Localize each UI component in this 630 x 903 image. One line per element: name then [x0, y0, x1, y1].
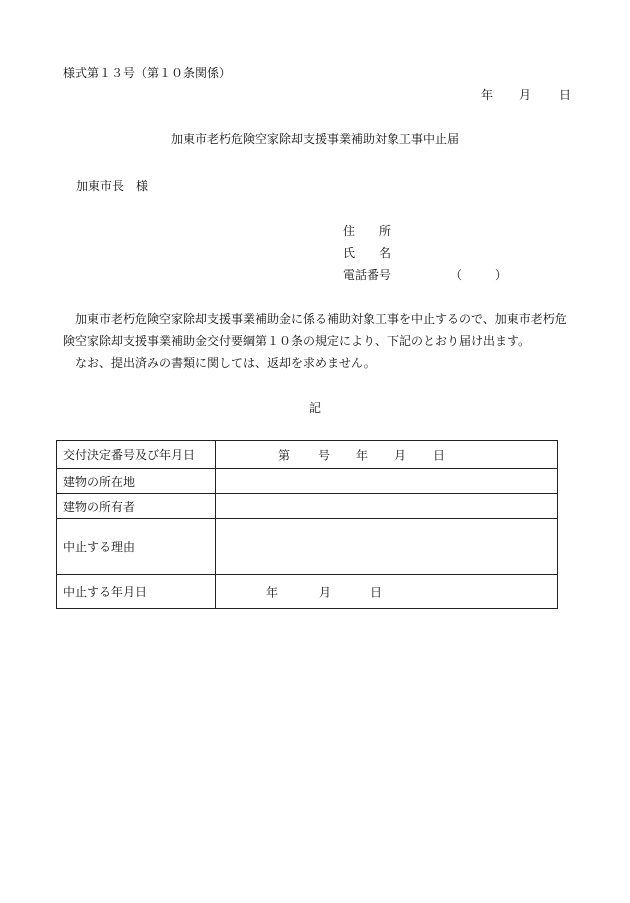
- date-year-label: 年: [481, 88, 494, 102]
- decision-day-label: 日: [433, 448, 446, 462]
- address-label: 住 所: [343, 224, 392, 238]
- addressee: 加東市長 様: [76, 179, 149, 193]
- building-location-cell[interactable]: [216, 469, 558, 494]
- applicant-phone-row: [343, 266, 453, 283]
- dai-label: 第: [278, 448, 291, 462]
- table-row: [57, 441, 558, 469]
- cancel-year-label: 年: [266, 585, 279, 599]
- cancel-month-label: 月: [319, 585, 332, 599]
- decision-number-cell[interactable]: [216, 441, 558, 469]
- go-label: 号: [318, 448, 331, 462]
- reason-label: 中止する理由: [57, 519, 216, 575]
- decision-month-label: 月: [394, 448, 407, 462]
- document-title: 加東市老朽危険空家除却支援事業補助対象工事中止届: [170, 132, 459, 146]
- cancel-day-label: 日: [370, 585, 383, 599]
- building-owner-label: 建物の所有者: [57, 494, 216, 519]
- body-text: [63, 308, 573, 374]
- phone-paren-open: （: [450, 268, 463, 282]
- table-row: [57, 494, 558, 519]
- table-row: [57, 469, 558, 494]
- applicant-name-row: [343, 244, 453, 261]
- ki-heading: 記: [308, 401, 321, 415]
- decision-year-label: 年: [356, 448, 369, 462]
- applicant-address-row: [343, 222, 453, 239]
- body-paragraph-2: なお、提出済みの書類に関しては、返却を求めません。: [75, 356, 376, 370]
- cancel-date-cell[interactable]: [216, 575, 558, 609]
- form-number: 様式第１３号（第１０条関係）: [63, 66, 232, 80]
- building-location-label: 建物の所在地: [57, 469, 216, 494]
- cancel-date-label: 中止する年月日: [57, 575, 216, 609]
- phone-label: 電話番号: [343, 268, 392, 282]
- name-label: 氏 名: [343, 246, 392, 260]
- date-month-label: 月: [519, 88, 532, 102]
- table-row: [57, 519, 558, 575]
- table-row: [57, 575, 558, 609]
- date-day-label: 日: [559, 88, 572, 102]
- phone-paren-close: ）: [495, 268, 508, 282]
- details-table: [56, 440, 558, 609]
- body-paragraph-1: 加東市老朽危険空家除却支援事業補助金に係る補助対象工事を中止するので、加東市老朽危険空家除却支援事業補助金交付要綱第１０条の規定により、下記のとおり届け出ます。: [63, 312, 567, 348]
- reason-cell[interactable]: [216, 519, 558, 575]
- decision-number-label: 交付決定番号及び年月日: [57, 441, 216, 469]
- building-owner-cell[interactable]: [216, 494, 558, 519]
